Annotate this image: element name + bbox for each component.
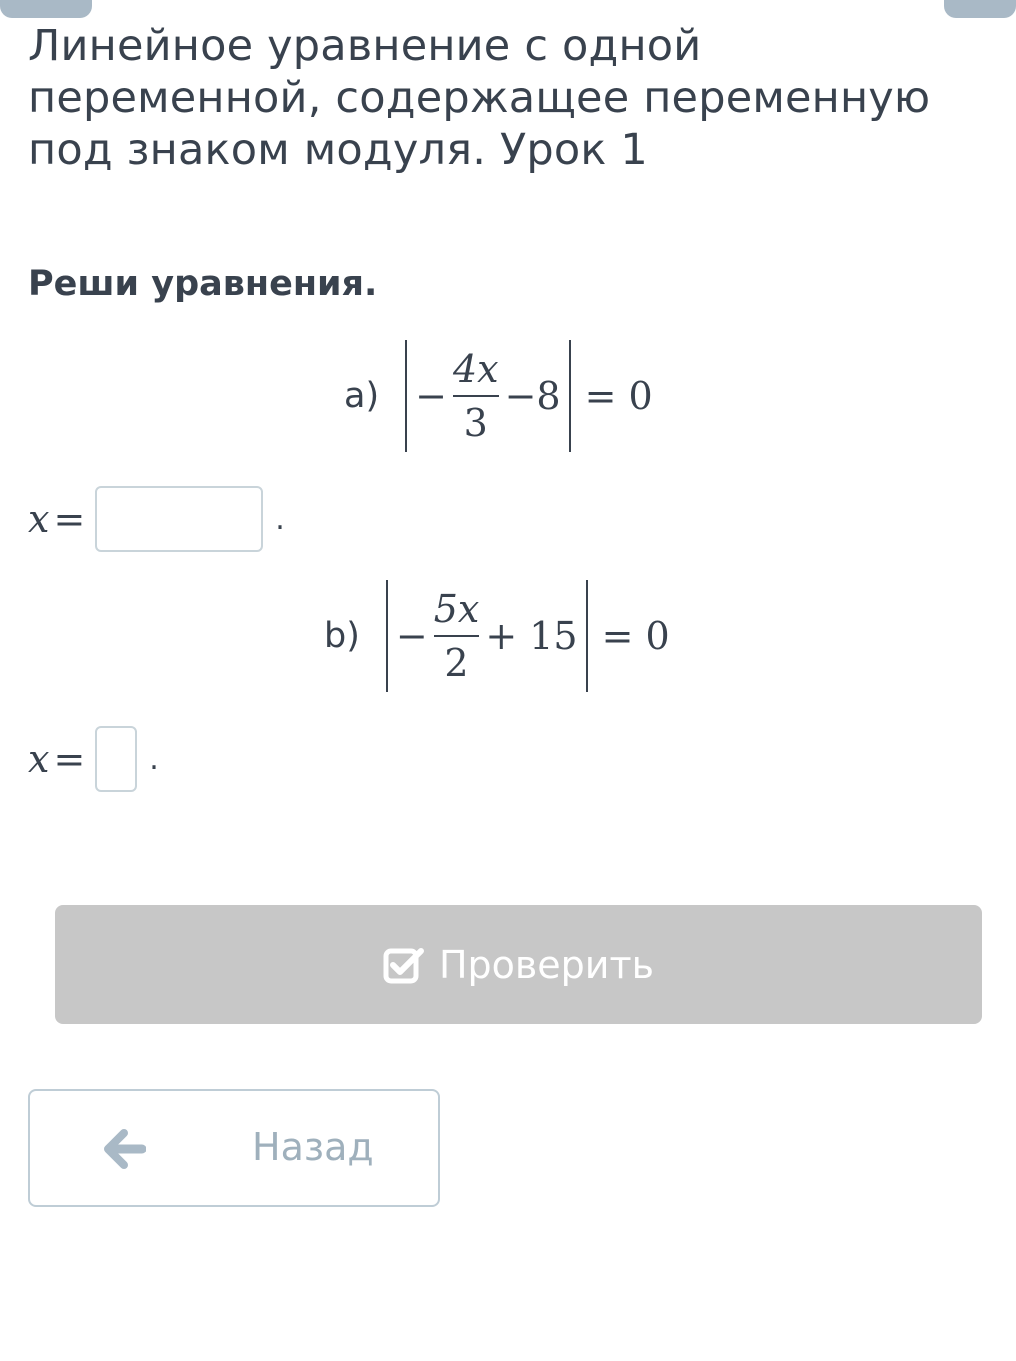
equation-b	[324, 580, 670, 692]
answer-row-b	[28, 726, 159, 792]
fraction	[453, 347, 499, 445]
end-dot: .	[275, 501, 285, 537]
denominator: 3	[463, 401, 488, 445]
absolute-value	[386, 580, 588, 692]
denominator: 2	[444, 641, 469, 685]
answer-input-b[interactable]	[95, 726, 137, 792]
equation-label: b)	[324, 616, 360, 656]
tail-term: −8	[504, 374, 561, 418]
absolute-value	[405, 340, 570, 452]
lesson-title: Линейное уравнение с одной переменной, содержащее переменную под знаком модуля. Урок 1	[28, 21, 931, 175]
minus-sign: −	[395, 614, 428, 658]
checkbox-check-icon	[383, 946, 425, 984]
end-dot: .	[149, 741, 159, 777]
answer-variable: x	[28, 497, 50, 541]
top-tab-left[interactable]	[0, 0, 92, 18]
right-hand-side: = 0	[584, 374, 653, 418]
numerator: 5x	[433, 587, 480, 631]
back-button[interactable]	[28, 1089, 440, 1207]
minus-sign: −	[415, 374, 447, 418]
fraction-bar	[434, 635, 480, 637]
task-heading: Реши уравнения.	[28, 264, 378, 304]
right-hand-side: = 0	[601, 614, 670, 658]
equation-a	[344, 340, 653, 452]
answer-row-a	[28, 486, 285, 552]
answer-variable: x	[28, 737, 50, 781]
equation-label: a)	[344, 376, 380, 416]
fraction	[434, 587, 480, 685]
answer-equals: =	[53, 737, 86, 781]
top-tab-right[interactable]	[944, 0, 1016, 18]
answer-input-a[interactable]	[95, 486, 263, 552]
back-button-label: Назад	[252, 1125, 374, 1169]
check-button[interactable]	[55, 905, 982, 1024]
check-button-label: Проверить	[438, 942, 655, 987]
arrow-left-icon	[104, 1129, 146, 1169]
numerator: 4x	[452, 347, 499, 391]
fraction-bar	[453, 395, 499, 397]
tail-term: + 15	[485, 614, 578, 658]
answer-equals: =	[53, 497, 86, 541]
